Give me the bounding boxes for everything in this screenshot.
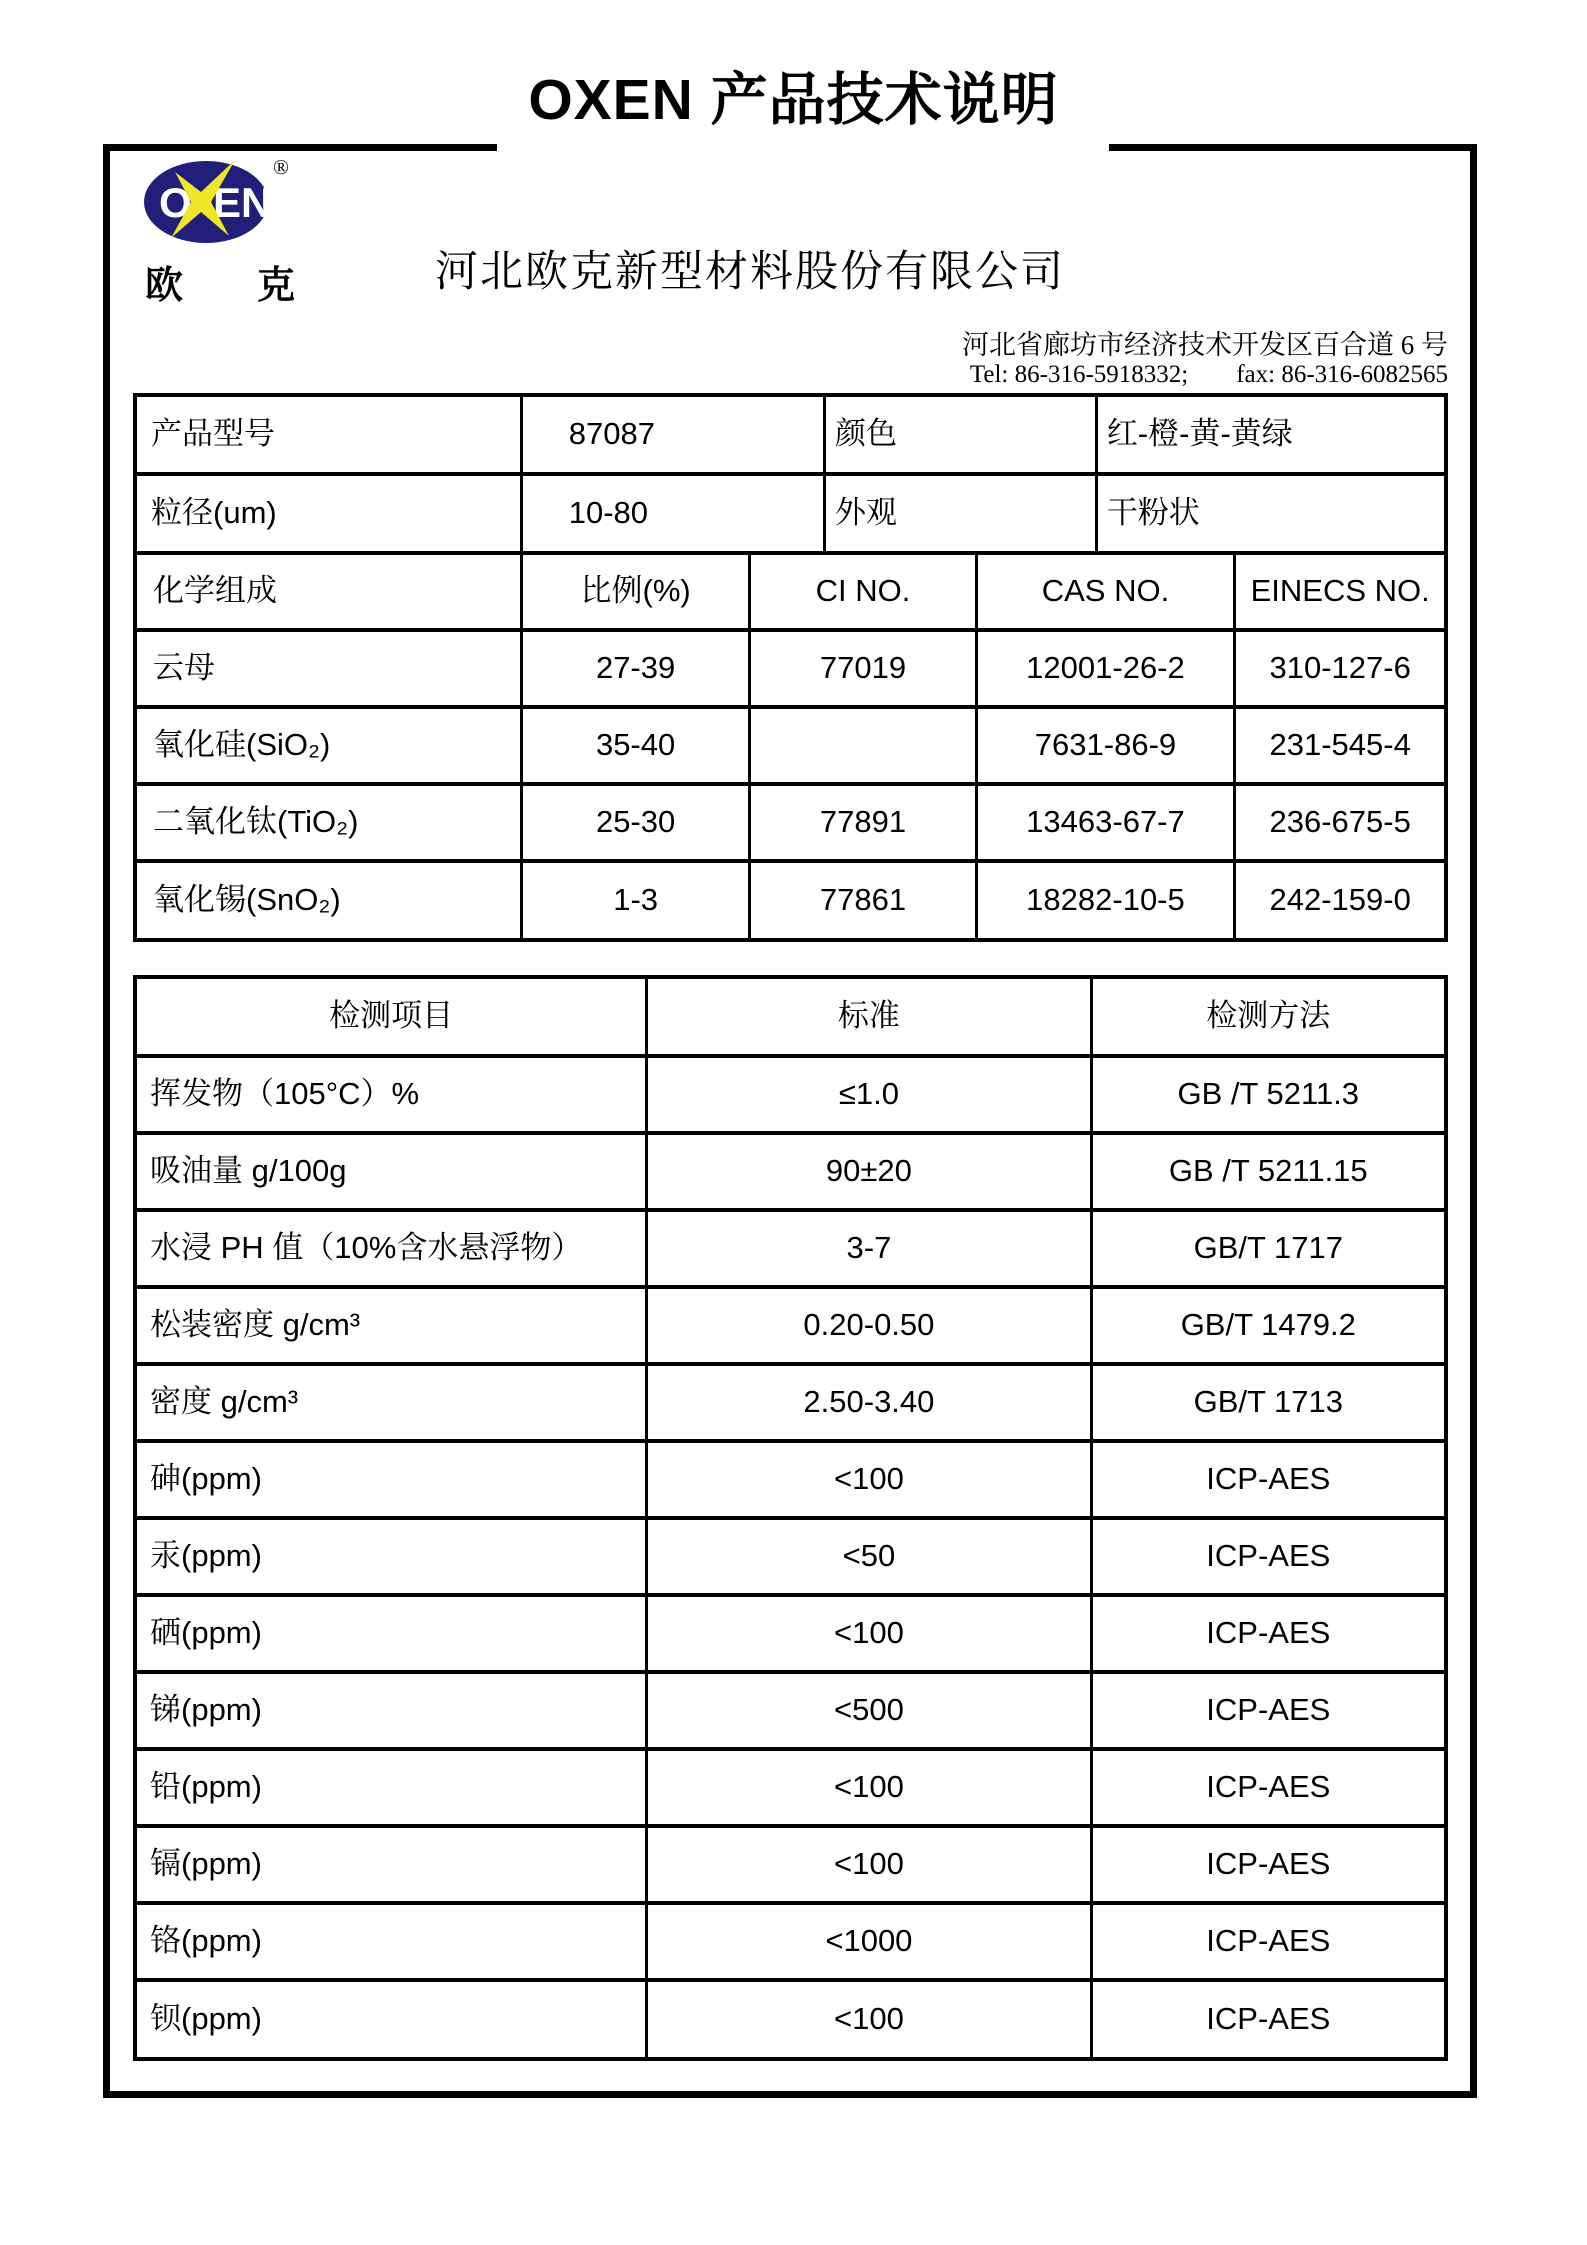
product-spec-table — [133, 393, 1448, 942]
cell-method: ICP-AES — [1091, 1595, 1444, 1672]
cell-appearance-value: 干粉状 — [1096, 474, 1444, 551]
oxen-logo — [143, 152, 303, 309]
cell-test-item: 密度 g/cm³ — [137, 1364, 647, 1441]
cell-component: 氧化锡(SnO₂) — [137, 861, 521, 938]
tel-number: Tel: 86-316-5918332; — [969, 361, 1189, 389]
table-row — [137, 1364, 1444, 1441]
cell-test-item: 锑(ppm) — [137, 1672, 647, 1749]
cell-method: ICP-AES — [1091, 1749, 1444, 1826]
cell-einecs-no: 242-159-0 — [1235, 861, 1444, 938]
cell-test-item: 砷(ppm) — [137, 1441, 647, 1518]
table-row — [137, 861, 1444, 938]
table-row — [137, 1056, 1444, 1133]
cell-test-item: 铬(ppm) — [137, 1903, 647, 1980]
cell-method: GB /T 5211.15 — [1091, 1133, 1444, 1210]
cell-ci-no — [750, 707, 976, 784]
address-line: 河北省廊坊市经济技术开发区百合道 6 号 — [962, 330, 1448, 360]
cell-ratio: 25-30 — [521, 784, 750, 861]
cell-test-item: 挥发物（105°C）% — [137, 1056, 647, 1133]
page-title: OXEN 产品技术说明 — [528, 68, 1059, 132]
table-row — [137, 630, 1444, 707]
cell-method: GB/T 1717 — [1091, 1210, 1444, 1287]
cell-standard: 2.50-3.40 — [647, 1364, 1091, 1441]
cell-test-item: 水浸 PH 值（10%含水悬浮物） — [137, 1210, 647, 1287]
logo-caption-right: 克 — [256, 265, 295, 307]
test-items-table — [137, 979, 1444, 2057]
fax-number: fax: 86-316-6082565 — [1236, 361, 1448, 389]
table-row — [137, 1133, 1444, 1210]
logo-caption-left: 欧 — [145, 265, 184, 307]
header-standard: 标准 — [647, 979, 1091, 1056]
company-name: 河北欧克新型材料股份有限公司 — [435, 249, 1065, 296]
header-test-method: 检测方法 — [1091, 979, 1444, 1056]
table-row — [137, 1749, 1444, 1826]
cell-ratio: 1-3 — [521, 861, 750, 938]
table-row — [137, 1980, 1444, 2057]
cell-einecs-no: 236-675-5 — [1235, 784, 1444, 861]
contact-line — [962, 361, 1448, 390]
cell-standard: <1000 — [647, 1903, 1091, 1980]
cell-component: 二氧化钛(TiO₂) — [137, 784, 521, 861]
cell-standard: ≤1.0 — [647, 1056, 1091, 1133]
oxen-logo-icon — [143, 152, 298, 248]
cell-standard: <100 — [647, 1595, 1091, 1672]
table-row — [137, 474, 1444, 551]
cell-component: 氧化硅(SiO₂) — [137, 707, 521, 784]
test-table — [133, 975, 1448, 2061]
logo-letter-o: O — [159, 179, 192, 226]
cell-method: GB /T 5211.3 — [1091, 1056, 1444, 1133]
cell-cas-no: 18282-10-5 — [976, 861, 1235, 938]
cell-standard: 0.20-0.50 — [647, 1287, 1091, 1364]
cell-ci-no: 77019 — [750, 630, 976, 707]
cell-method: ICP-AES — [1091, 1672, 1444, 1749]
cell-ratio: 35-40 — [521, 707, 750, 784]
table-row — [137, 1518, 1444, 1595]
cell-color-label: 颜色 — [824, 397, 1096, 474]
table-row — [137, 1826, 1444, 1903]
cell-test-item: 汞(ppm) — [137, 1518, 647, 1595]
table-row — [137, 1903, 1444, 1980]
header-cas-no: CAS NO. — [976, 553, 1235, 630]
cell-method: GB/T 1479.2 — [1091, 1287, 1444, 1364]
cell-test-item: 硒(ppm) — [137, 1595, 647, 1672]
cell-component: 云母 — [137, 630, 521, 707]
cell-einecs-no: 310-127-6 — [1235, 630, 1444, 707]
cell-test-item: 镉(ppm) — [137, 1826, 647, 1903]
table-row — [137, 397, 1444, 474]
header-ci-no: CI NO. — [750, 553, 976, 630]
header-composition: 化学组成 — [137, 553, 521, 630]
table-row — [137, 707, 1444, 784]
cell-method: ICP-AES — [1091, 1980, 1444, 2057]
cell-model-value: 87087 — [521, 397, 824, 474]
table-row — [137, 784, 1444, 861]
cell-standard: <100 — [647, 1826, 1091, 1903]
product-info-table — [137, 397, 1444, 551]
table-row — [137, 1441, 1444, 1518]
cell-ci-no: 77891 — [750, 784, 976, 861]
cell-standard: <100 — [647, 1980, 1091, 2057]
cell-model-label: 产品型号 — [151, 416, 275, 452]
header-einecs-no: EINECS NO. — [1235, 553, 1444, 630]
logo-letters-en: EN — [213, 179, 272, 226]
cell-einecs-no: 231-545-4 — [1235, 707, 1444, 784]
cell-test-item: 铅(ppm) — [137, 1749, 647, 1826]
cell-size-label: 粒径(um) — [137, 474, 521, 551]
cell-cas-no: 7631-86-9 — [976, 707, 1235, 784]
cell-appearance-label: 外观 — [824, 474, 1096, 551]
cell-size-value: 10-80 — [521, 474, 824, 551]
table-row — [137, 1210, 1444, 1287]
composition-table — [137, 551, 1444, 938]
cell-ratio: 27-39 — [521, 630, 750, 707]
cell-method: ICP-AES — [1091, 1826, 1444, 1903]
cell-method: ICP-AES — [1091, 1518, 1444, 1595]
cell-ci-no: 77861 — [750, 861, 976, 938]
table-row — [137, 1595, 1444, 1672]
table-row — [137, 1287, 1444, 1364]
cell-standard: <500 — [647, 1672, 1091, 1749]
cell-method: GB/T 1713 — [1091, 1364, 1444, 1441]
table-header-row — [137, 553, 1444, 630]
cell-test-item: 钡(ppm) — [137, 1980, 647, 2057]
cell-method: ICP-AES — [1091, 1903, 1444, 1980]
registered-mark-icon: ® — [273, 155, 289, 179]
header-test-item: 检测项目 — [329, 998, 454, 1034]
title-border-gap — [497, 140, 1109, 158]
cell-color-value: 红-橙-黄-黄绿 — [1096, 397, 1444, 474]
cell-standard: 90±20 — [647, 1133, 1091, 1210]
logo-caption — [143, 254, 295, 309]
cell-cas-no: 12001-26-2 — [976, 630, 1235, 707]
table-header-row — [137, 979, 1444, 1056]
header-ratio: 比例(%) — [521, 553, 750, 630]
cell-standard: <50 — [647, 1518, 1091, 1595]
cell-standard: <100 — [647, 1441, 1091, 1518]
cell-standard: 3-7 — [647, 1210, 1091, 1287]
cell-test-item: 吸油量 g/100g — [137, 1133, 647, 1210]
cell-method: ICP-AES — [1091, 1441, 1444, 1518]
cell-cas-no: 13463-67-7 — [976, 784, 1235, 861]
table-row — [137, 1672, 1444, 1749]
cell-test-item: 松装密度 g/cm³ — [137, 1287, 647, 1364]
address-block — [962, 330, 1448, 390]
cell-standard: <100 — [647, 1749, 1091, 1826]
